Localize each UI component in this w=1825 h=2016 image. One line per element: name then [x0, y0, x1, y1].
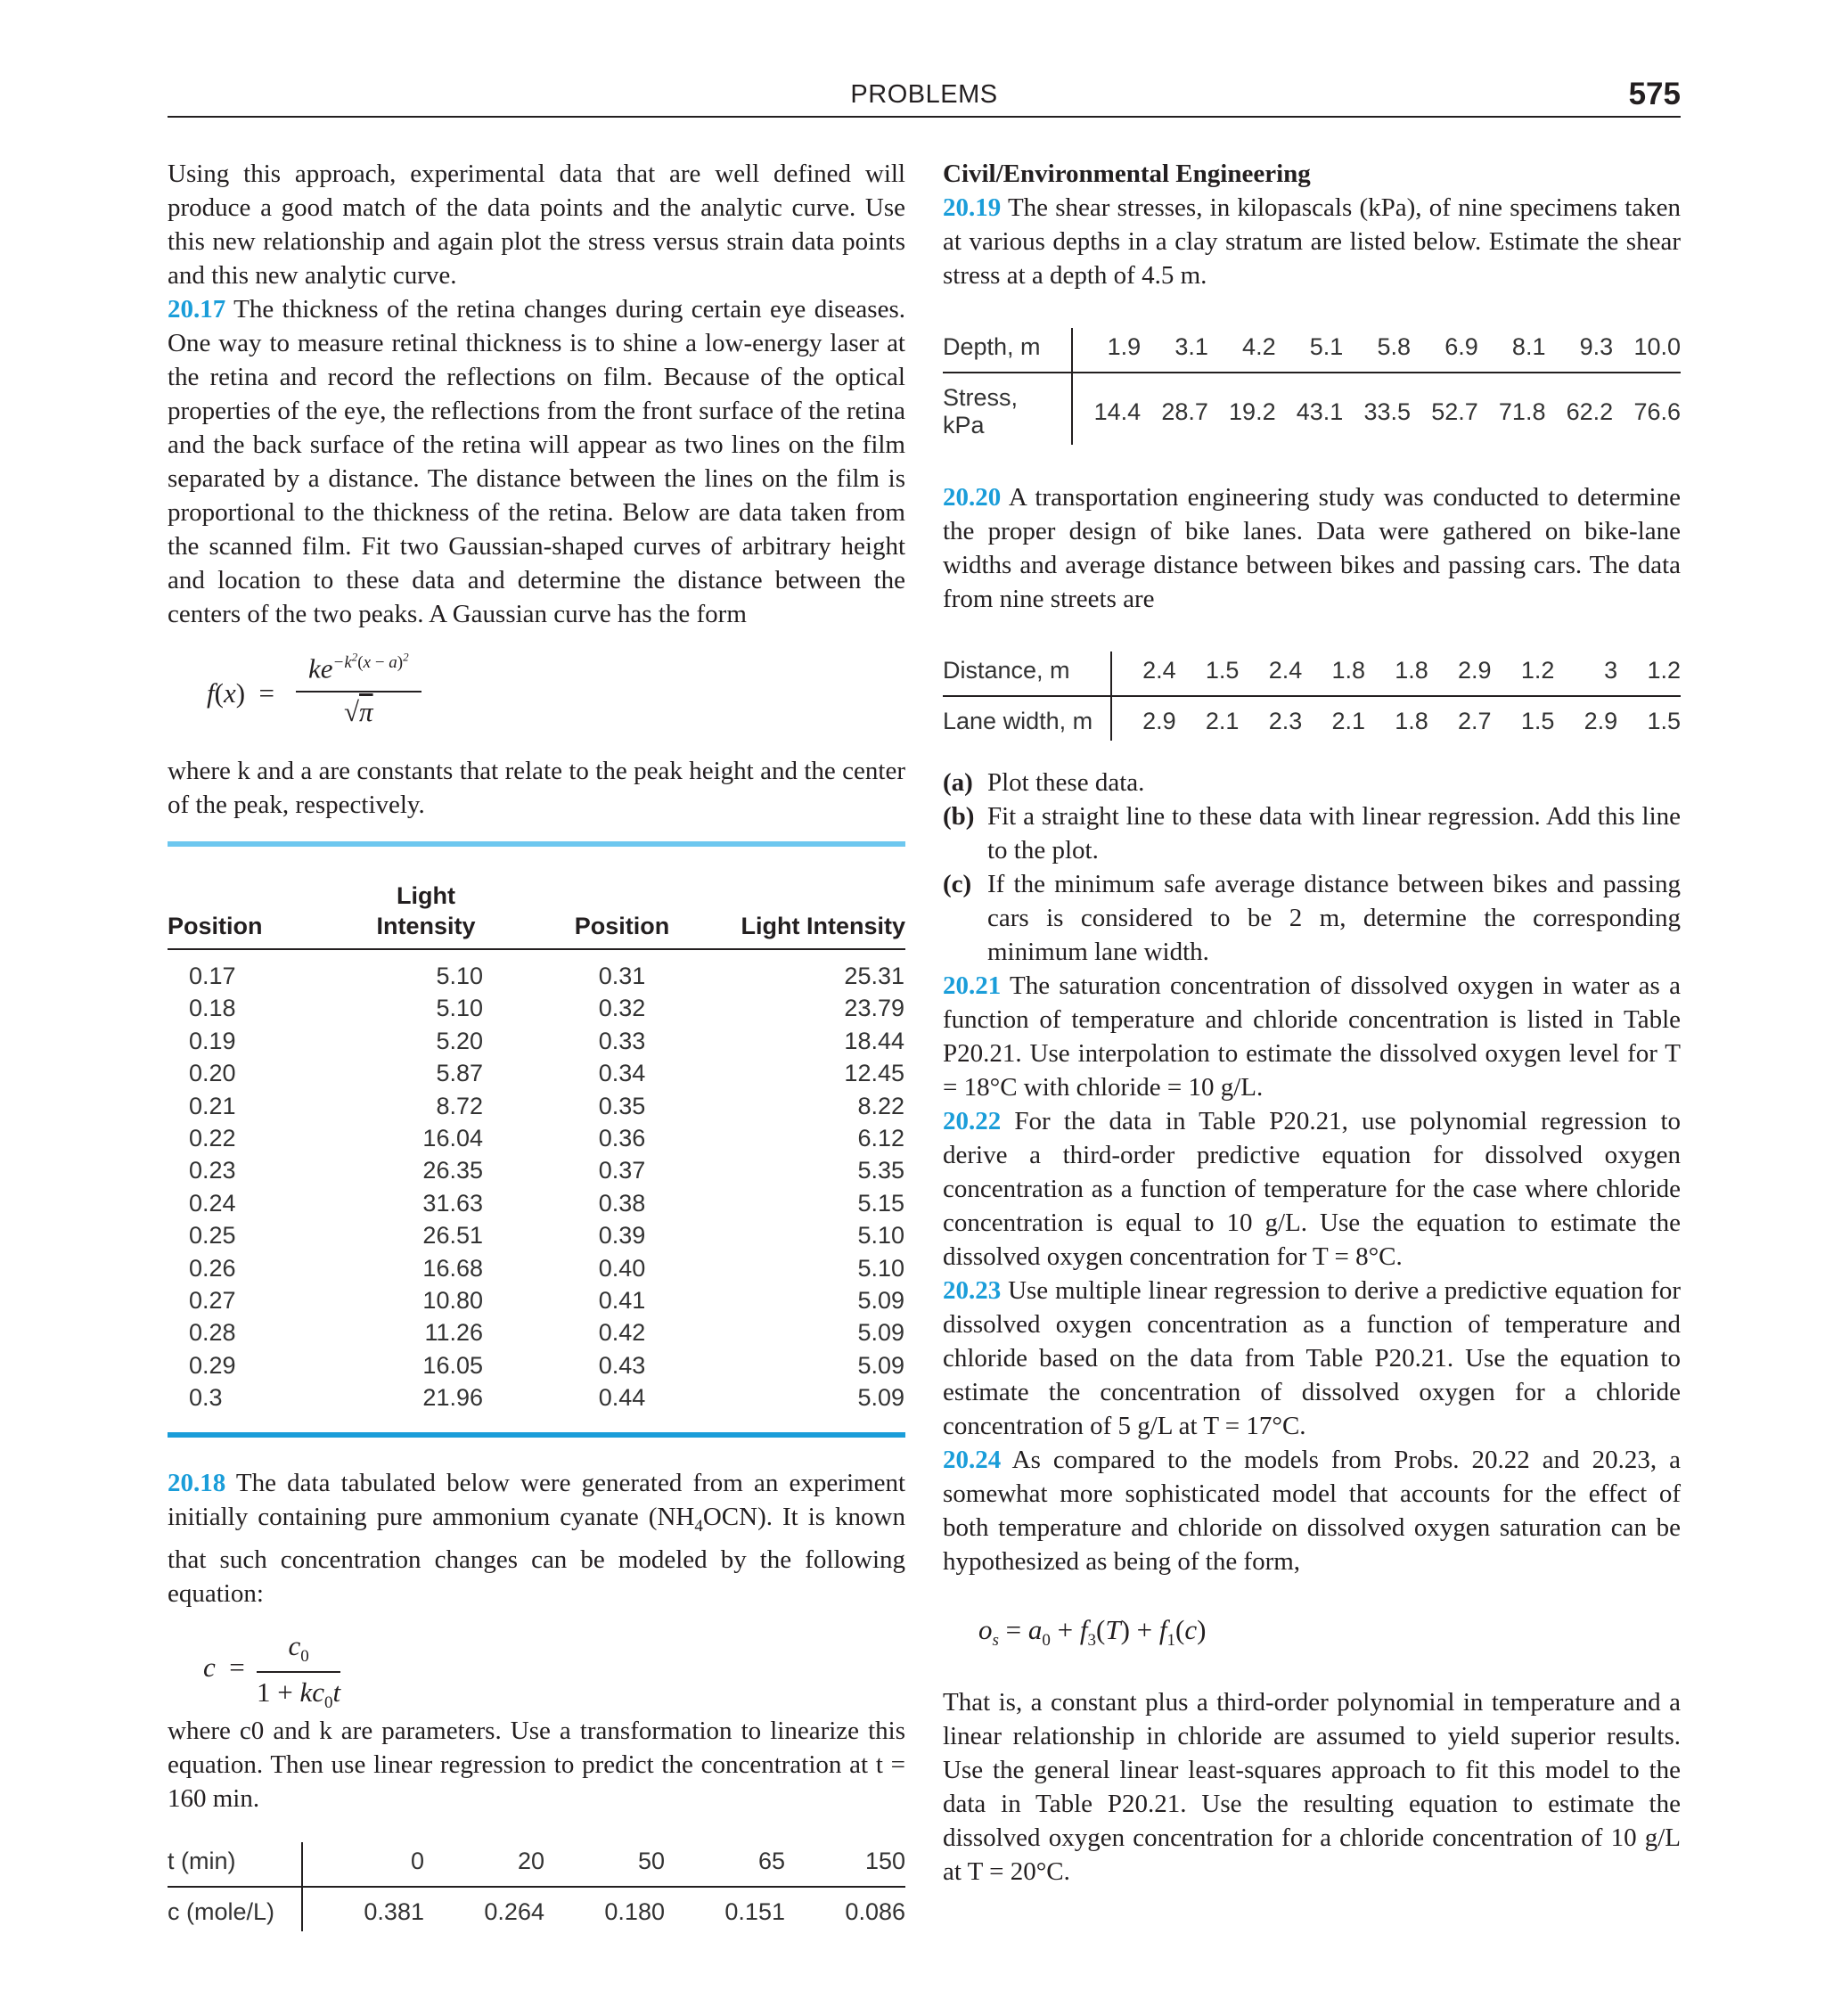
problem-20-18-where: where c0 and k are parameters. Use a transformation to linearize this equation. Then use linear regression to predict the concentration at t = 160 min.	[168, 1717, 905, 1814]
table-cell: 10.0	[1613, 328, 1681, 373]
table-row	[168, 1349, 905, 1381]
table-cell: 9.3	[1545, 328, 1613, 373]
problem-text: The thickness of the retina changes during certain eye diseases. One way to measure retinal thickness is to shine a low-energy laser at the retina and record the reflections on film. Because of the optical properties of the eye, the reflections from the front surface of the retina and the back surface of the retina will appear as two lines on the film separated by a distance. The distance between the lines on the film is proportional to the thickness of the retina. Below are data taken from the scanned film. Fit two Gaussian-shaped curves of arbitrary height and location to these data and determine the distance between the centers of the two peaks. A Gaussian curve has the form	[168, 295, 905, 628]
table-cell: 1.8	[1395, 708, 1428, 734]
page-number: 575	[1628, 77, 1681, 111]
table-cell: 0.35	[598, 1092, 646, 1119]
table-cell: 21.96	[422, 1384, 483, 1412]
table-cell: 1.9	[1072, 328, 1141, 373]
table-cell: 23.79	[844, 995, 904, 1022]
table-cell: 16.05	[422, 1351, 483, 1379]
table-cell: 31.63	[422, 1189, 483, 1217]
table-cell: 0.19	[189, 1027, 236, 1054]
list-item: (c) If the minimum safe average distance between bikes and passing cars is considered to be 2 m, determine the corresponding minimum lane width.	[943, 870, 1681, 966]
table-cell: 5.1	[1276, 328, 1344, 373]
table-cell: 2.7	[1458, 708, 1492, 734]
table-row	[168, 1057, 905, 1089]
table-cell: 5.09	[857, 1351, 904, 1379]
table-cell: 0.44	[598, 1384, 646, 1412]
table-cell: 0.23	[189, 1157, 236, 1184]
concentration-equation: c = $\frac{c_0}{1 + kc_0t}$	[203, 1630, 341, 1712]
table-cell: 43.1	[1296, 397, 1344, 425]
problem-number: 20.21	[943, 971, 1002, 1000]
table-cell: 2.3	[1268, 708, 1303, 734]
table-row	[168, 1284, 905, 1316]
row-label-depth: Depth, m	[943, 328, 1072, 373]
table-cell: 5.09	[857, 1319, 904, 1347]
problem-20-21: 20.21 The saturation concentration of dissolved oxygen in water as a function of temperature and chloride concentration is listed in Table P20.21. Use interpolation to estimate the dissolved oxygen level for T = 18°C with chloride = 10 g/L.	[943, 971, 1681, 1102]
table-cell: 26.51	[422, 1222, 483, 1250]
table-cell: 0.25	[189, 1222, 236, 1250]
table-cell: 5.20	[436, 1027, 483, 1054]
table-cell: 0.27	[189, 1287, 236, 1315]
intro-paragraph: Using this approach, experimental data that are well defined will produce a good match of the data points and the analytic curve. Use this new relationship and again plot the stress versus strain data points and this new analytic curve.	[168, 160, 905, 290]
col-header-position-1: Position	[168, 866, 346, 949]
table-cell: 0.28	[189, 1319, 236, 1347]
table-cell: 2.9	[1584, 708, 1618, 734]
table-cell: 0.264	[484, 1898, 544, 1926]
table-cell: 1.8	[1365, 652, 1428, 696]
table-cell: 2.4	[1239, 652, 1302, 696]
table-cell: 6.12	[857, 1125, 904, 1152]
table-cell: 14.4	[1093, 397, 1142, 425]
col-header-intensity-2: Light Intensity	[738, 866, 905, 949]
section-heading: Civil/Environmental Engineering	[943, 160, 1311, 188]
table-cell: 76.6	[1633, 397, 1681, 425]
gaussian-data-table	[168, 841, 905, 1438]
table-cell: 5.15	[857, 1189, 904, 1217]
row-label-time: t (min)	[168, 1842, 302, 1887]
table-cell: 0.24	[189, 1189, 236, 1217]
table-cell: 5.10	[857, 1222, 904, 1250]
table-cell: 1.8	[1302, 652, 1365, 696]
table-cell: 1.2	[1492, 652, 1555, 696]
table-cell: 150	[785, 1842, 905, 1887]
table-cell: 4.2	[1208, 328, 1276, 373]
table-cell: 19.2	[1229, 397, 1276, 425]
table-cell: 2.9	[1142, 708, 1176, 734]
table-cell: 0.29	[189, 1351, 236, 1379]
table-cell: 5.8	[1343, 328, 1411, 373]
table-cell: 12.45	[844, 1060, 904, 1087]
col-header-position-2: Position	[506, 866, 738, 949]
table-cell: 0.31	[598, 963, 646, 989]
running-head: PROBLEMS	[850, 80, 998, 109]
table-cell: 0.42	[598, 1319, 646, 1347]
table-cell: 1.5	[1647, 708, 1681, 734]
problem-20-19: 20.19 The shear stresses, in kilopascals (kPa), of nine specimens taken at various depths in a clay stratum are listed below. Estimate the shear stress at a depth of 4.5 m.	[943, 193, 1681, 290]
table-cell: 18.44	[844, 1027, 904, 1054]
table-cell: 0.17	[189, 963, 236, 989]
problem-20-18: 20.18 The data tabulated below were generated from an experiment initially containing pure ammonium cyanate $(NH_4OCN)$. It is known that such concentration changes can be modeled by the following equation:	[168, 1468, 906, 1609]
table-cell: 71.8	[1498, 397, 1546, 425]
table-cell: 0.381	[364, 1898, 424, 1926]
problem-20-20: 20.20 A transportation engineering study was conducted to determine the proper design of bike lanes. Data were gathered on bike-lane widths and average distance between bikes and passing cars. The data from nine streets are	[943, 483, 1681, 613]
table-cell: 0.3	[189, 1384, 223, 1412]
table-cell: 3.1	[1141, 328, 1208, 373]
list-item: (a) Plot these data.	[943, 768, 1145, 797]
table-cell: 16.68	[422, 1254, 483, 1282]
table-cell: 10.80	[422, 1287, 483, 1315]
table-cell: 0.180	[604, 1898, 665, 1926]
table-cell: 0.22	[189, 1125, 236, 1152]
table-cell: 0.18	[189, 995, 236, 1022]
problem-number: 20.24	[943, 1446, 1002, 1474]
table-cell: 5.35	[857, 1157, 904, 1184]
problem-20-20-items	[943, 766, 1681, 969]
problem-number: 20.18	[168, 1468, 226, 1497]
table-cell: 5.09	[857, 1384, 904, 1412]
table-cell: 8.1	[1478, 328, 1546, 373]
table-cell: 1.5	[1176, 652, 1240, 696]
table-cell: 0.086	[845, 1898, 905, 1926]
table-cell: 0.33	[598, 1027, 646, 1054]
page-header	[168, 78, 1681, 118]
table-row	[168, 992, 905, 1024]
problem-number: 20.22	[943, 1107, 1002, 1135]
table-cell: 0.37	[598, 1157, 646, 1184]
table-cell: 20	[424, 1842, 544, 1887]
table-cell: 0.34	[598, 1060, 646, 1087]
table-cell: 0.20	[189, 1060, 236, 1087]
table-cell: 0.39	[598, 1222, 646, 1250]
table-cell: 0.26	[189, 1254, 236, 1282]
table-cell: 8.72	[436, 1092, 483, 1119]
table-cell: 0.43	[598, 1351, 646, 1379]
row-label-lane-width: Lane width, m	[943, 696, 1111, 741]
table-cell: 50	[544, 1842, 665, 1887]
problem-number: 20.17	[168, 295, 226, 324]
table-cell: 16.04	[422, 1125, 483, 1152]
table-row	[168, 1381, 905, 1414]
left-column	[168, 157, 905, 1931]
row-label-concentration: c (mole/L)	[168, 1887, 302, 1931]
right-column	[943, 157, 1681, 1889]
gaussian-equation: f(x) = $\frac{ke^{-k^2(x - a)^2}}{√\pi}$	[207, 651, 905, 736]
table-cell: 26.35	[422, 1157, 483, 1184]
table-cell: 5.10	[857, 1254, 904, 1282]
table-cell: 5.87	[436, 1060, 483, 1087]
table-row	[168, 1090, 905, 1122]
table-row	[168, 1316, 905, 1348]
table-cell: 0.151	[724, 1898, 785, 1926]
table-cell: 2.1	[1205, 708, 1240, 734]
table-cell: 62.2	[1566, 397, 1614, 425]
table-cell: 0.41	[598, 1287, 646, 1315]
table-row	[168, 1252, 905, 1284]
problem-20-17	[168, 292, 905, 631]
problem-number: 20.23	[943, 1276, 1002, 1305]
table-cell: 11.26	[424, 1319, 483, 1347]
depth-stress-table	[943, 328, 1681, 445]
table-cell: 6.9	[1411, 328, 1478, 373]
table-row	[168, 1219, 905, 1251]
distance-lanewidth-table	[943, 652, 1681, 741]
table-cell: 2.9	[1428, 652, 1492, 696]
table-cell: 0.21	[189, 1092, 236, 1119]
table-cell: 5.10	[436, 995, 483, 1022]
table-cell: 0.40	[598, 1254, 646, 1282]
table-cell: 33.5	[1363, 397, 1412, 425]
table-cell: 5.10	[436, 963, 483, 989]
table-cell: 0.32	[598, 995, 646, 1022]
col-header-intensity-1: Light Intensity	[346, 866, 506, 949]
problem-number: 20.20	[943, 483, 1002, 512]
table-row	[168, 1025, 905, 1057]
table-cell: 52.7	[1431, 397, 1478, 425]
table-cell: 1.2	[1617, 652, 1681, 696]
table-row	[168, 1154, 905, 1186]
table-row	[168, 1122, 905, 1154]
table-row	[168, 1187, 905, 1219]
list-item: (b) Fit a straight line to these data with linear regression. Add this line to the plot.	[943, 802, 1681, 865]
table-cell: 28.7	[1161, 397, 1208, 425]
problem-20-22: 20.22 For the data in Table P20.21, use polynomial regression to derive a third-order predictive equation for dissolved oxygen concentration as a function of temperature for the case where chloride concentration is equal to 10 g/L. Use the equation to estimate the dissolved oxygen concentration for T = 8°C.	[943, 1107, 1682, 1271]
table-cell: 1.5	[1520, 708, 1555, 734]
table-cell: 0.36	[598, 1125, 646, 1152]
oxygen-model-equation: $o_s = a_0 + f_3(T) + f_1(c)$	[978, 1614, 1207, 1651]
table-cell: 65	[665, 1842, 785, 1887]
table-cell: 25.31	[844, 963, 904, 989]
row-label-distance: Distance, m	[943, 652, 1111, 696]
table-cell: 8.22	[857, 1092, 904, 1119]
table-cell: 3	[1554, 652, 1617, 696]
problem-20-23: 20.23 Use multiple linear regression to derive a predictive equation for dissolved oxygen concentration as a function of temperature and chloride based on the data from Table P20.21. Use the equation to estimate the concentration of dissolved oxygen for a chloride concentration of 5 g/L at T = 17°C.	[943, 1276, 1681, 1440]
problem-20-24: 20.24 As compared to the models from Probs. 20.22 and 20.23, a somewhat more sophisticated model that accounts for the effect of both temperature and chloride on dissolved oxygen saturation can be hypothesized as being of the form,	[943, 1446, 1681, 1576]
problem-20-17-where: where k and a are constants that relate to the peak height and the center of the peak, respectively.	[168, 757, 905, 819]
table-row	[168, 949, 905, 992]
table-cell: 0.38	[598, 1189, 646, 1217]
table-cell: 0	[302, 1842, 424, 1887]
table-cell: 5.09	[857, 1287, 904, 1315]
table-cell: 2.1	[1331, 708, 1366, 734]
problem-20-24-after: That is, a constant plus a third-order polynomial in temperature and a linear relationship in chloride are assumed to yield superior results. Use the general linear least-squares approach to fit this model to the data in Table P20.21. Use the resulting equation to estimate the dissolved oxygen concentration for a chloride concentration of 10 g/L at T = 20°C.	[943, 1688, 1681, 1886]
time-concentration-table	[168, 1842, 905, 1931]
row-label-stress: Stress, kPa	[943, 373, 1072, 445]
table-cell: 2.4	[1111, 652, 1176, 696]
problem-number: 20.19	[943, 193, 1002, 222]
